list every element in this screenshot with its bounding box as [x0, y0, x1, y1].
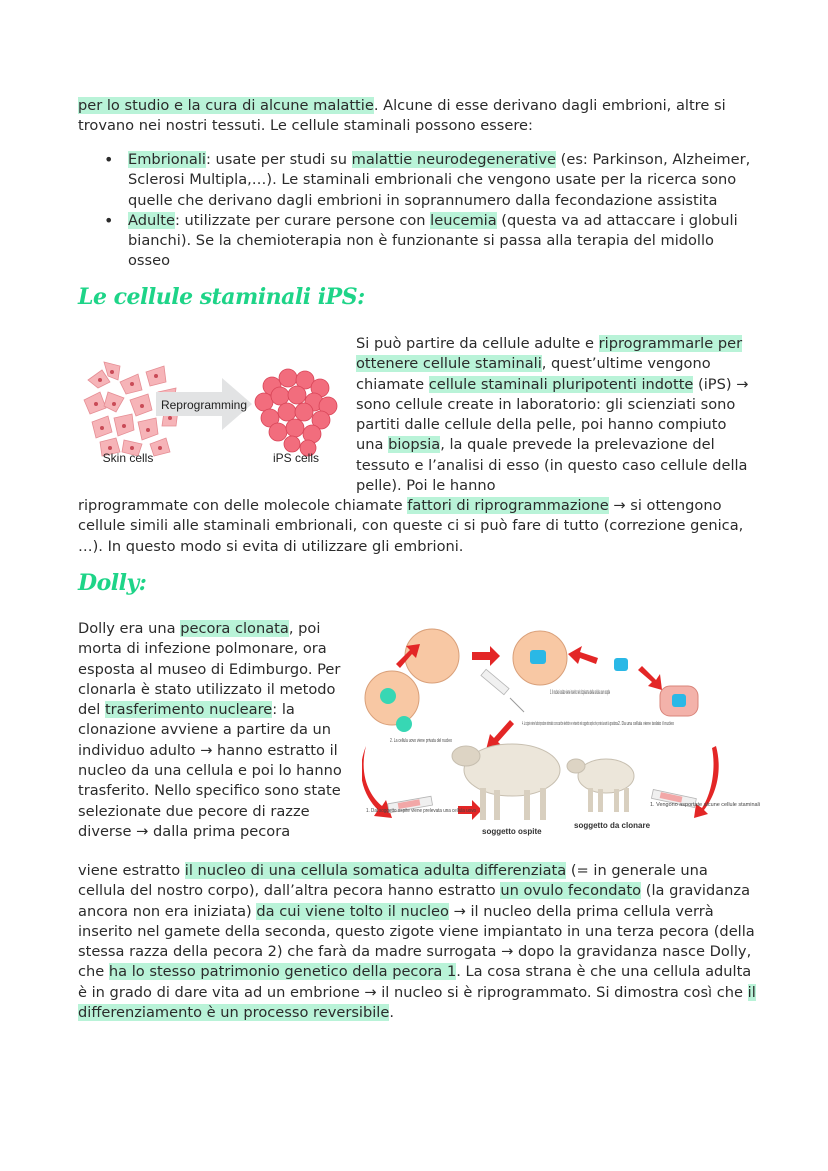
- dolly-paragraph: Dolly era una pecora clonata, poi morta di infezione polmonare, ora esposta al museo di Edimburgo. Per clonarla è stato utilizzato il metodo del trasferimento nucleare: la clonazione avviene a partire da un individuo adulto → hanno estratto il nucleo da una cellula e poi lo hanno trasferito. Nello specifico sono state selezionate due pecore di razze diverse → dalla prima pecora: [78, 620, 342, 840]
- host-label: soggetto ospite: [482, 827, 542, 836]
- intro-paragraph: per lo studio e la cura di alcune malattie. Alcune di esse derivano dagli embrioni, altre si trovano nei nostri tessuti. Le cellule staminali possono essere:: [78, 97, 726, 135]
- stem-cell-types-list: [78, 150, 758, 272]
- removed-nucleus-icon: [396, 716, 412, 732]
- step6-caption: 2. Da una cellula viene isolato il nucleo: [618, 721, 674, 727]
- step2-caption: 2. La cellula uovo viene privata del nucleo: [390, 738, 452, 744]
- step1-caption: 1. Dal soggetto ospite viene prelevata una cellula uovo: [366, 808, 476, 814]
- ips-paragraph-continued: riprogrammate con delle molecole chiamate fattori di riprogrammazione → si ottengono cellule simili alle staminali embrionali, con queste ci si può fare di tutto (correzione genica, …). In questo modo si evita di utilizzare gli embrioni.: [78, 497, 744, 555]
- teal-nucleus-icon: [380, 688, 396, 704]
- arrow-icon: [472, 646, 500, 666]
- term: Adulte: [128, 211, 175, 229]
- highlight: per lo studio e la cura di alcune malattie: [78, 97, 374, 114]
- arrow-label: Reprogramming: [160, 398, 248, 412]
- donor-sheep-illustration: [567, 759, 634, 812]
- list-item-embrionali: • Embrionali: usate per studi su malattie neurodegenerative (es: Parkinson, Alzheimer, Sclerosi Multipla,…). Le staminali embrionali che vengono usate per la ricerca sono quelle che derivano dagli embrioni in soprannumero dalla fecondazione assistita: [78, 150, 758, 211]
- step3-caption: 3. Il nucleo isolato viene inserito nel citoplasma della cellula uovo ospite: [550, 690, 611, 696]
- isolated-nucleus-icon: [614, 658, 628, 671]
- step5-caption: 1. Vengono asportate alcune cellule staminali: [650, 802, 760, 808]
- section-heading-dolly: Dolly:: [78, 570, 147, 596]
- somatic-nucleus-icon: [672, 694, 686, 707]
- ips-paragraph: Si può partire da cellule adulte e riprogrammarle per ottenere cellule staminali, quest’ultime vengono chiamate cellule staminali pluripotenti indotte (iPS) → sono cellule create in laboratorio: gli scienziati sono partiti dalle cellule della pelle, poi hanno compiuto una biopsia, la quale prevede la prelevazione del tessuto e l’analisi di esso (in questo caso cellule della pelle). Poi le hanno: [356, 335, 749, 495]
- step4-caption: 4. Lo zigote viene fatto riprodurre stimolato con scariche elettriche e reinserito nel soggetto ospite che porterà avanti la gravidanza: [522, 721, 618, 727]
- section-heading-ips: Le cellule staminali iPS:: [78, 284, 365, 310]
- donor-label: soggetto da clonare: [574, 821, 651, 830]
- term: Embrionali: [128, 151, 206, 168]
- syringe-icon: [481, 669, 524, 712]
- ips-cells-illustration: [255, 369, 337, 456]
- inserted-nucleus-icon: [530, 650, 546, 664]
- reprogramming-figure: [80, 352, 348, 472]
- arrow-icon: [568, 646, 598, 664]
- ips-cells-label: iPS cells: [272, 451, 320, 465]
- skin-cells-label: Skin cells: [102, 451, 154, 465]
- egg-cell: [405, 629, 459, 683]
- cloning-diagram: [362, 628, 762, 853]
- arrow-icon: [638, 666, 662, 690]
- list-item-adulte: • Adulte: utilizzate per curare persone con leucemia (questa va ad attaccare i globuli bianchi). Se la chemioterapia non è funzionante si passa alla terapia del midollo osseo: [78, 211, 758, 272]
- dolly-paragraph-continued: viene estratto il nucleo di una cellula somatica adulta differenziata (= in generale una cellula del nostro corpo), dall’altra pecora hanno estratto un ovulo fecondato (la gravidanza ancora non era iniziata) da cui viene tolto il nucleo → il nucleo della prima cellula verrà inserito nel gamete della seconda, questo zigote viene impiantato in una terza pecora (della stessa razza della pecora 2) che farà da madre surrogata → dopo la gravidanza nasce Dolly, che ha lo stesso patrimonio genetico della pecora 1. La cosa strana è che una cellula adulta è in grado di dare vita ad un embrione → il nucleo si è riprogrammato. Si dimostra così che il differenziamento è un processo reversibile.: [78, 862, 756, 1022]
